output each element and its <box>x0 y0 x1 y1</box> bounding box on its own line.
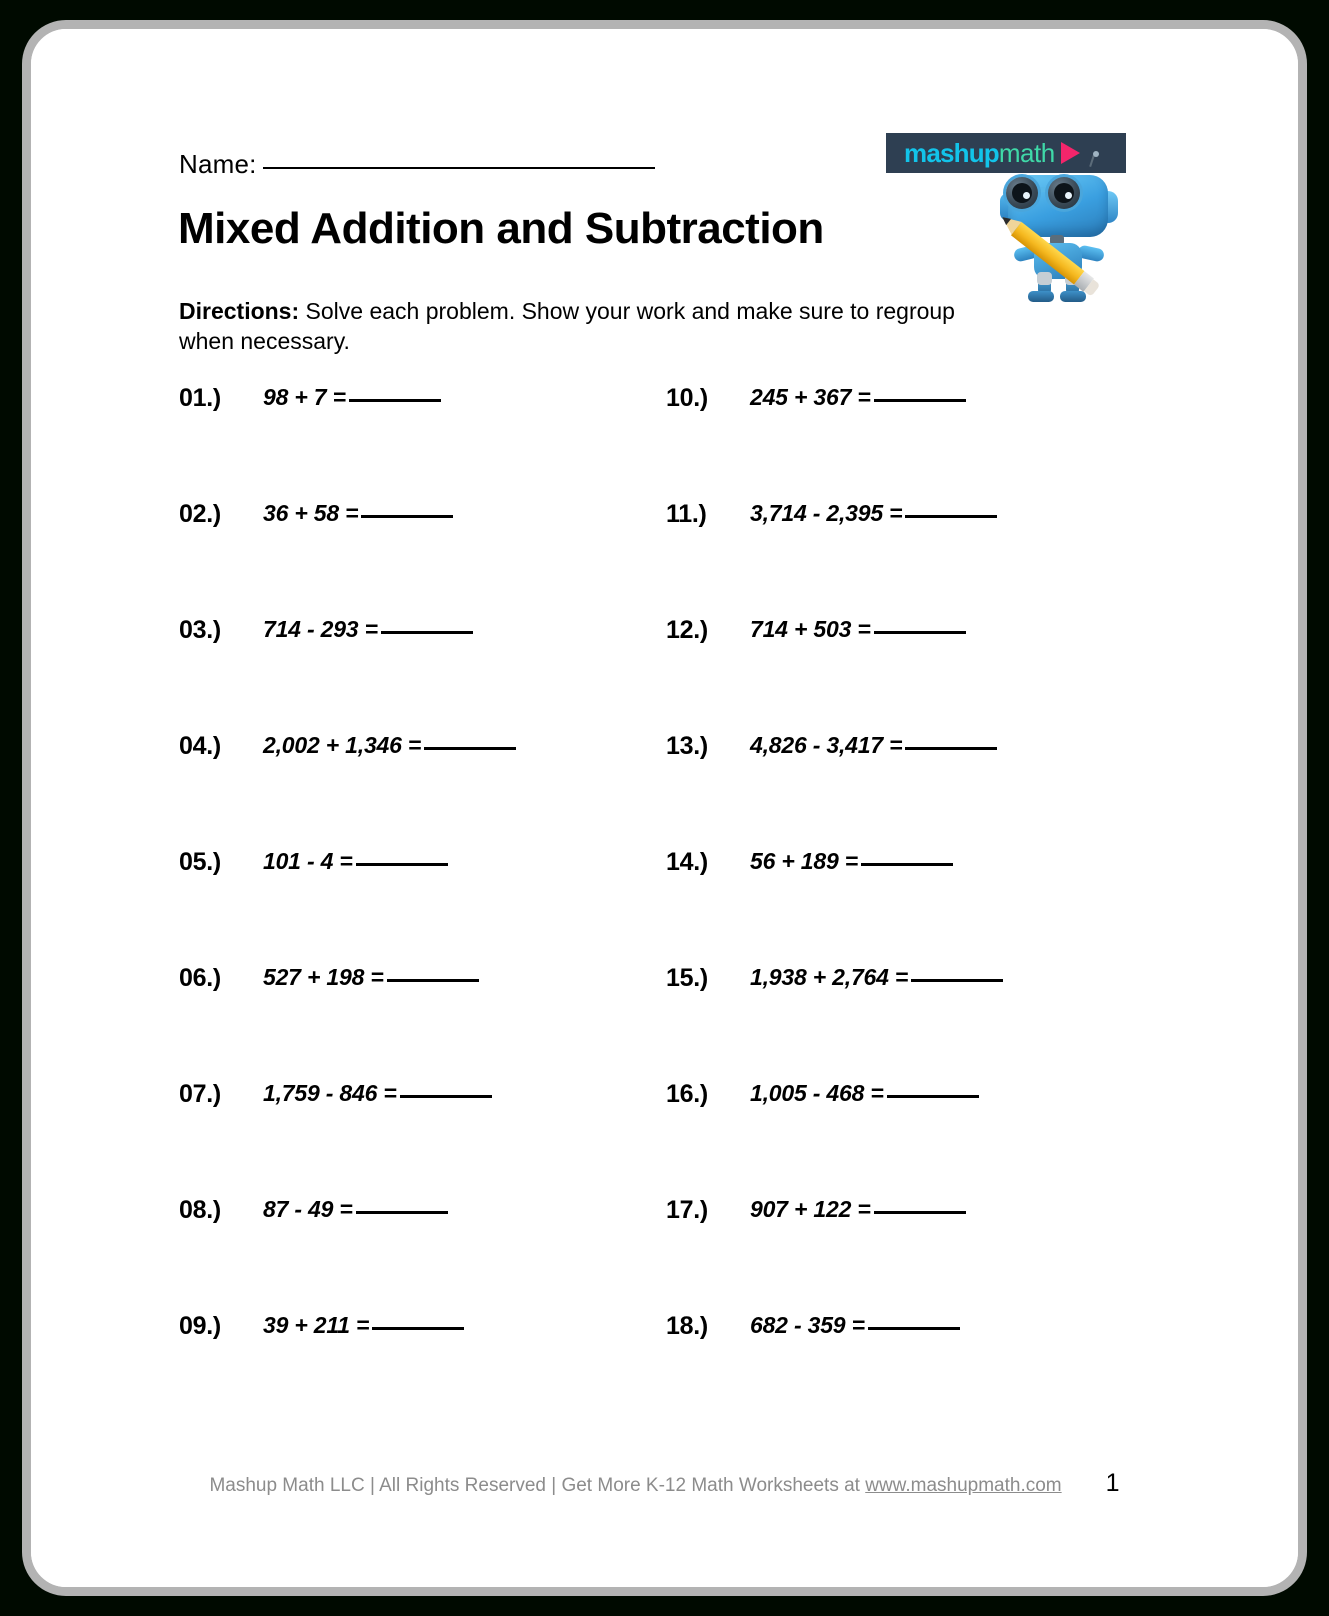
problem-number: 18.) <box>666 1312 708 1340</box>
problem-number: 10.) <box>666 384 708 412</box>
problem-expression: 527 + 198 = <box>263 964 384 990</box>
problem-number: 15.) <box>666 964 708 992</box>
page-number: 1 <box>1105 1469 1120 1497</box>
problem-number: 02.) <box>179 500 221 528</box>
problem-item <box>179 1080 666 1196</box>
robot-antenna-ball <box>1093 151 1099 157</box>
problem-item <box>666 848 1153 964</box>
problem-item <box>666 616 1153 732</box>
problem-expression-row <box>750 500 997 527</box>
problem-item <box>179 732 666 848</box>
robot-eye-glint-right <box>1065 192 1072 199</box>
problem-number: 08.) <box>179 1196 221 1224</box>
problem-item <box>179 384 666 500</box>
problem-expression: 56 + 189 = <box>750 848 858 874</box>
problem-number: 17.) <box>666 1196 708 1224</box>
robot-knee-left <box>1037 272 1052 285</box>
problem-number: 04.) <box>179 732 221 760</box>
problem-expression: 2,002 + 1,346 = <box>263 732 422 758</box>
problem-expression-row <box>750 1080 979 1107</box>
name-write-in-line[interactable] <box>263 167 655 169</box>
answer-blank[interactable] <box>381 631 473 634</box>
robot-eye-right <box>1048 177 1080 209</box>
problem-item <box>666 500 1153 616</box>
problem-expression: 1,938 + 2,764 = <box>750 964 909 990</box>
problem-expression-row <box>263 500 453 527</box>
problem-expression: 714 + 503 = <box>750 616 871 642</box>
problem-expression-row <box>263 1196 448 1223</box>
problem-expression-row <box>263 1312 464 1339</box>
problem-number: 16.) <box>666 1080 708 1108</box>
robot-foot-left <box>1028 291 1054 302</box>
footer-website-link[interactable]: www.mashupmath.com <box>865 1475 1062 1496</box>
problem-number: 11.) <box>666 500 707 528</box>
robot-eye-left <box>1006 177 1038 209</box>
problem-expression: 245 + 367 = <box>750 384 871 410</box>
problem-number: 05.) <box>179 848 221 876</box>
problem-expression-row <box>263 384 441 411</box>
problems-grid <box>179 384 1179 1428</box>
answer-blank[interactable] <box>874 631 966 634</box>
problem-item <box>179 500 666 616</box>
problem-expression-row <box>750 1196 966 1223</box>
page-title: Mixed Addition and Subtraction <box>178 204 824 253</box>
robot-mascot-icon <box>994 155 1124 300</box>
answer-blank[interactable] <box>861 863 953 866</box>
problem-number: 01.) <box>179 384 221 412</box>
problem-expression-row <box>263 732 516 759</box>
problem-expression-row <box>750 732 997 759</box>
directions <box>179 297 969 357</box>
problem-expression: 87 - 49 = <box>263 1196 353 1222</box>
answer-blank[interactable] <box>356 1211 448 1214</box>
brand-logo-block <box>886 133 1126 303</box>
problem-item <box>666 384 1153 500</box>
name-label: Name: <box>179 149 257 179</box>
problem-item <box>179 1312 666 1428</box>
answer-blank[interactable] <box>372 1327 464 1330</box>
footer <box>31 1469 1298 1498</box>
problem-item <box>666 1196 1153 1312</box>
problem-expression: 98 + 7 = <box>263 384 346 410</box>
answer-blank[interactable] <box>905 747 997 750</box>
problem-expression: 1,759 - 846 = <box>263 1080 397 1106</box>
problem-expression: 714 - 293 = <box>263 616 378 642</box>
problem-expression: 101 - 4 = <box>263 848 353 874</box>
answer-blank[interactable] <box>905 515 997 518</box>
problem-expression-row <box>263 848 448 875</box>
worksheet-sheet <box>31 29 1298 1587</box>
footer-credit-text: Mashup Math LLC | All Rights Reserved | Get More K-12 Math Worksheets at <box>209 1475 866 1496</box>
footer-credit <box>209 1475 1061 1497</box>
problem-item <box>666 1312 1153 1428</box>
problem-number: 13.) <box>666 732 708 760</box>
answer-blank[interactable] <box>400 1095 492 1098</box>
logo-word-math: math <box>998 137 1055 168</box>
problem-item <box>179 616 666 732</box>
name-row <box>179 149 655 180</box>
answer-blank[interactable] <box>868 1327 960 1330</box>
answer-blank[interactable] <box>874 399 966 402</box>
answer-blank[interactable] <box>361 515 453 518</box>
problem-number: 07.) <box>179 1080 221 1108</box>
answer-blank[interactable] <box>349 399 441 402</box>
problem-number: 09.) <box>179 1312 221 1340</box>
answer-blank[interactable] <box>874 1211 966 1214</box>
problem-expression-row <box>263 616 473 643</box>
answer-blank[interactable] <box>387 979 479 982</box>
problem-expression-row <box>750 616 966 643</box>
problem-expression: 39 + 211 = <box>263 1312 370 1338</box>
problem-expression: 907 + 122 = <box>750 1196 871 1222</box>
problem-item <box>666 964 1153 1080</box>
robot-eye-glint-left <box>1023 192 1030 199</box>
problem-item <box>179 964 666 1080</box>
worksheet-page-frame <box>22 20 1307 1596</box>
answer-blank[interactable] <box>887 1095 979 1098</box>
problem-expression-row <box>263 1080 492 1107</box>
problem-number: 03.) <box>179 616 221 644</box>
problem-number: 14.) <box>666 848 708 876</box>
robot-pupil-right <box>1054 183 1074 203</box>
problem-expression-row <box>750 384 966 411</box>
robot-foot-right <box>1060 291 1086 302</box>
problem-item <box>666 732 1153 848</box>
directions-text: Solve each problem. Show your work and make sure to regroup when necessary. <box>179 298 955 354</box>
problem-expression-row <box>750 848 953 875</box>
problem-item <box>666 1080 1153 1196</box>
answer-blank[interactable] <box>911 979 1003 982</box>
robot-pupil-left <box>1012 183 1032 203</box>
problem-item <box>179 848 666 964</box>
logo-word-mashup: mashup <box>904 137 999 168</box>
problem-expression: 4,826 - 3,417 = <box>750 732 903 758</box>
directions-label: Directions: <box>179 298 300 324</box>
problem-expression: 36 + 58 = <box>263 500 359 526</box>
problem-number: 06.) <box>179 964 221 992</box>
answer-blank[interactable] <box>356 863 448 866</box>
problem-number: 12.) <box>666 616 708 644</box>
problem-expression-row <box>263 964 479 991</box>
answer-blank[interactable] <box>424 747 516 750</box>
problem-expression-row <box>750 1312 960 1339</box>
problem-expression: 1,005 - 468 = <box>750 1080 884 1106</box>
problem-expression-row <box>750 964 1003 991</box>
problem-item <box>179 1196 666 1312</box>
problem-expression: 682 - 359 = <box>750 1312 865 1338</box>
problem-expression: 3,714 - 2,395 = <box>750 500 903 526</box>
